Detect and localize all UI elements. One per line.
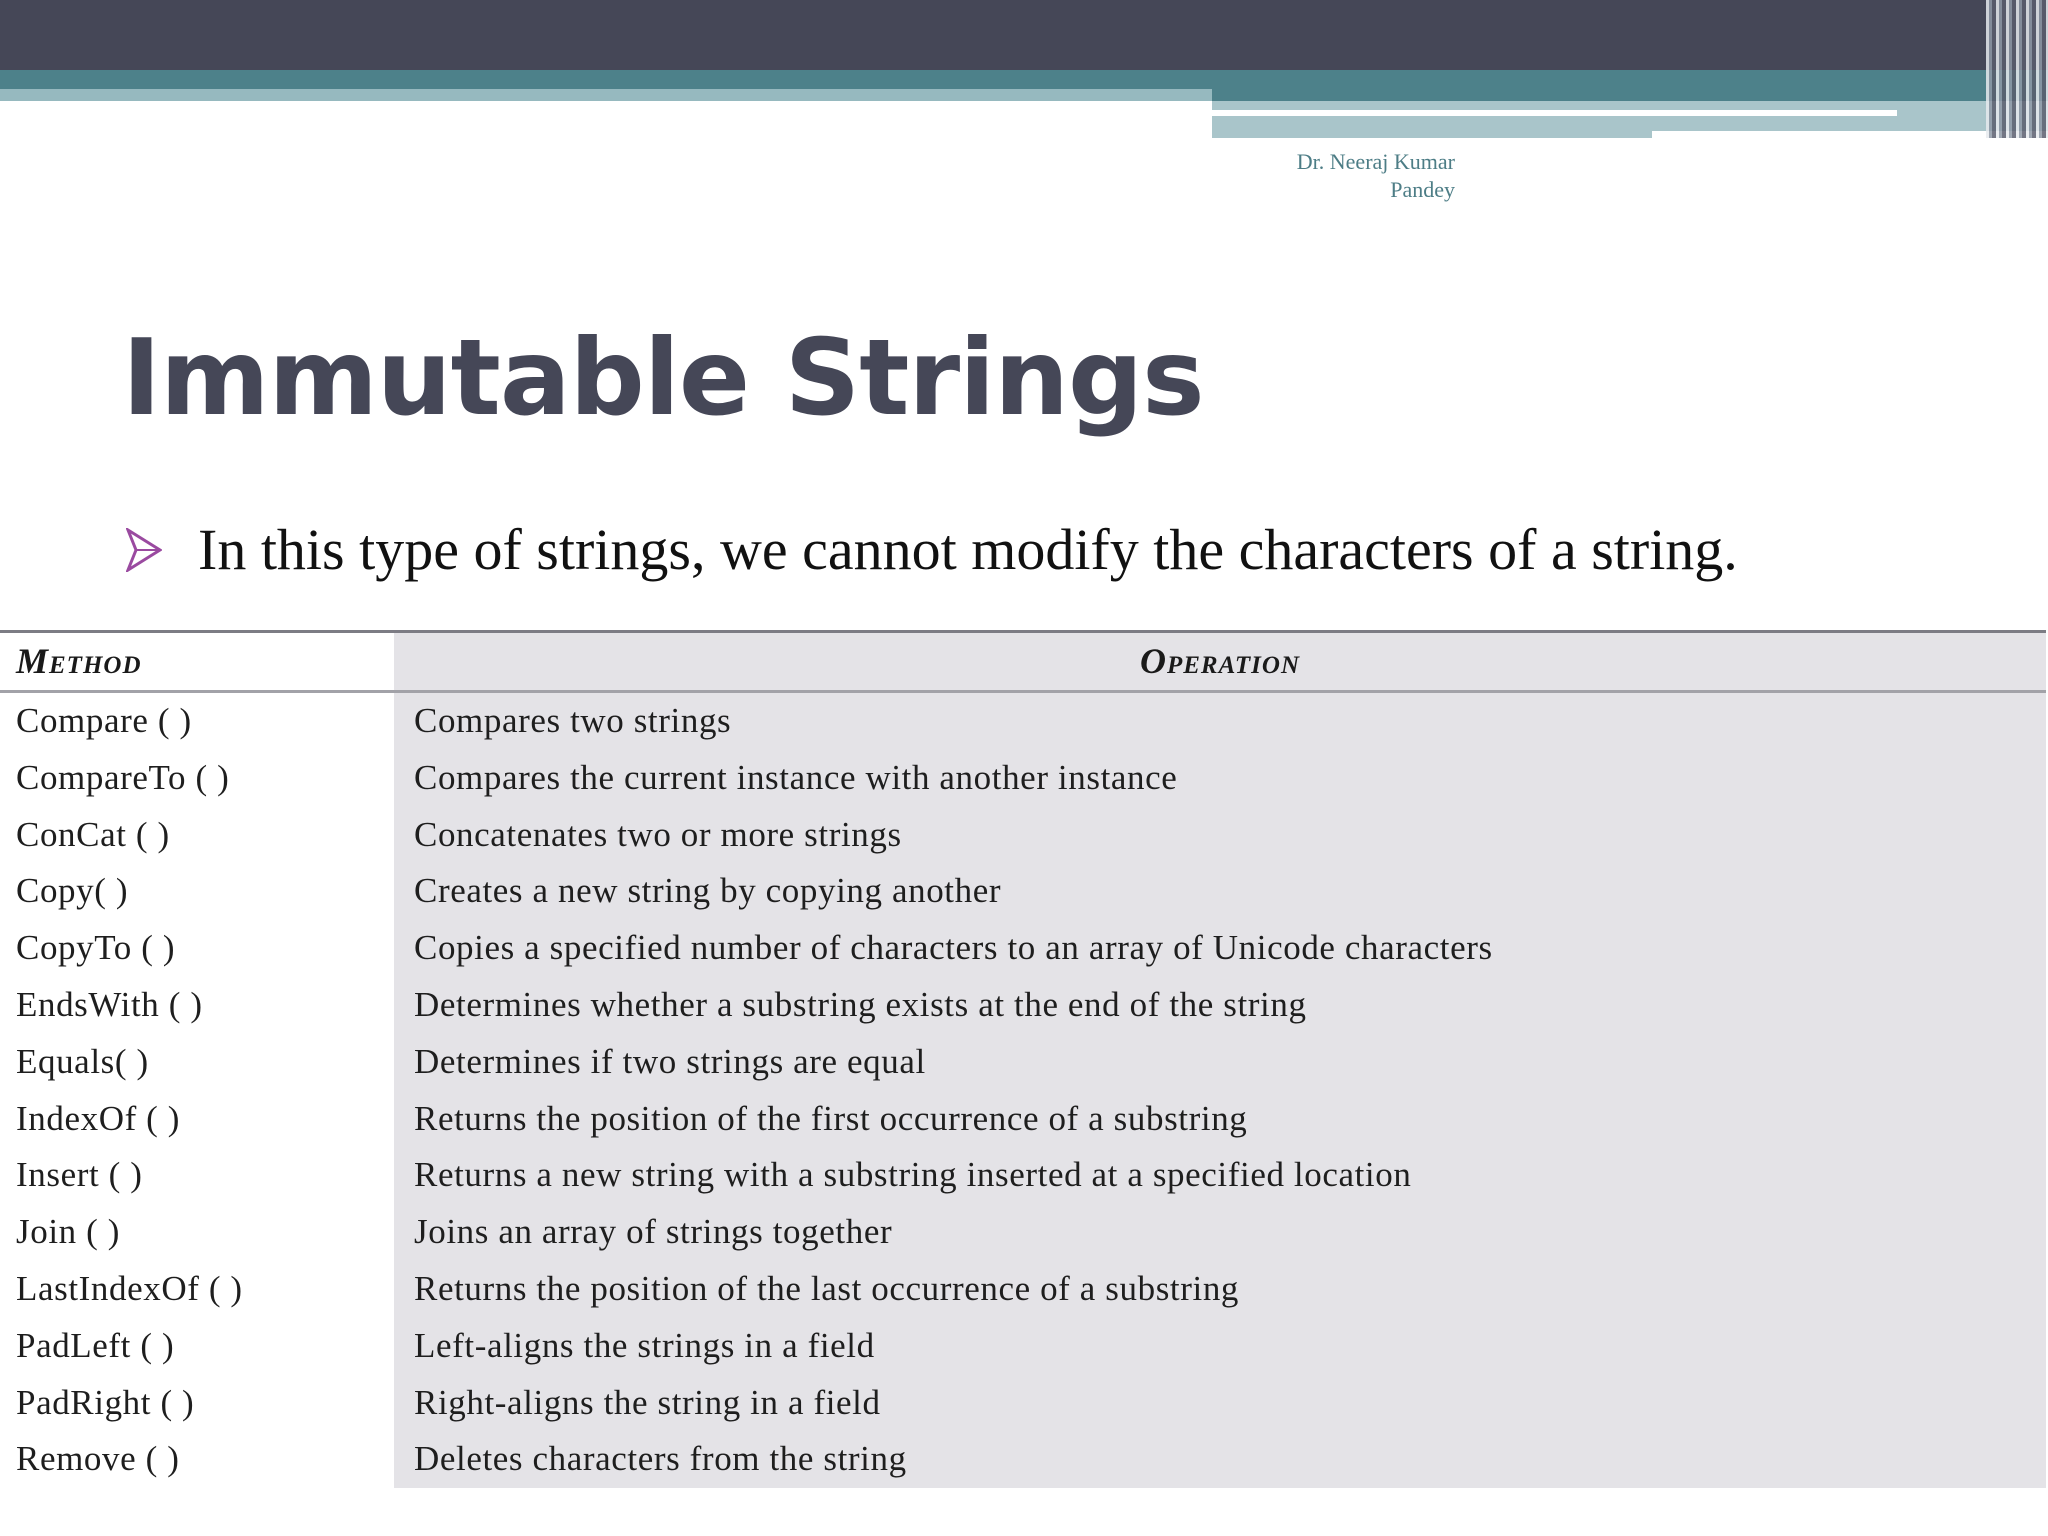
- method-cell: EndsWith ( ): [16, 984, 203, 1024]
- author-surname: Pandey: [1390, 177, 1455, 202]
- slide-title: Immutable Strings: [122, 317, 1204, 439]
- operation-cell: Compares two strings: [414, 701, 732, 740]
- table-row: [0, 1034, 2046, 1091]
- method-cell: LastIndexOf ( ): [16, 1268, 243, 1308]
- method-cell: Join ( ): [16, 1212, 120, 1252]
- author-name: Dr. Neeraj Kumar: [1296, 149, 1455, 174]
- operation-cell: Returns a new string with a substring inserted at a specified location: [414, 1155, 1412, 1195]
- method-cell: ConCat ( ): [16, 814, 170, 854]
- table-row: [0, 1318, 2046, 1375]
- method-cell: Remove ( ): [16, 1439, 180, 1479]
- banner-white-line: [1212, 110, 1897, 116]
- table-row: [0, 920, 2046, 977]
- operation-cell: Determines whether a substring exists at the end of the string: [414, 984, 1307, 1024]
- banner-vertical-stripes: [1986, 0, 2048, 138]
- bullet-text: In this type of strings, we cannot modify the characters of a string.: [198, 517, 1738, 582]
- operation-cell: Left-aligns the strings in a field: [414, 1325, 875, 1365]
- method-cell: CompareTo ( ): [16, 757, 230, 797]
- table-row: [0, 807, 2046, 864]
- operation-cell: Joins an array of strings together: [414, 1212, 893, 1252]
- author-credit: [1180, 148, 1455, 204]
- table-row: [0, 1147, 2046, 1204]
- bullet-point: [126, 510, 1738, 590]
- operation-cell: Creates a new string by copying another: [414, 871, 1002, 911]
- operation-cell: Right-aligns the string in a field: [414, 1382, 881, 1422]
- method-cell: Copy( ): [16, 871, 129, 911]
- table-body: [0, 693, 2046, 1488]
- method-cell: PadLeft ( ): [16, 1325, 175, 1365]
- string-methods-table: [0, 630, 2046, 1488]
- table-header-row: [0, 633, 2046, 693]
- operation-cell: Returns the position of the last occurrence of a substring: [414, 1268, 1240, 1308]
- table-row: [0, 977, 2046, 1034]
- table-row: [0, 693, 2046, 750]
- banner-stripe-teal-right: [1212, 89, 2048, 101]
- operation-cell: Returns the position of the first occurrence of a substring: [414, 1098, 1248, 1138]
- method-cell: PadRight ( ): [16, 1382, 195, 1422]
- header-operation: Operation: [1139, 641, 1301, 681]
- table-row: [0, 1261, 2046, 1318]
- banner-stripe-teal: [0, 70, 2048, 89]
- operation-cell: Copies a specified number of characters to an array of Unicode characters: [414, 928, 1493, 968]
- header-method: Method: [16, 641, 142, 681]
- banner-stripe-light-left: [0, 89, 1212, 101]
- top-banner: [0, 0, 2048, 70]
- table-row: [0, 1431, 2046, 1488]
- arrowhead-bullet-icon: [126, 528, 162, 572]
- operation-cell: Deletes characters from the string: [414, 1439, 907, 1479]
- operation-cell: Concatenates two or more strings: [414, 814, 902, 854]
- table-row: [0, 1091, 2046, 1148]
- method-cell: Compare ( ): [16, 701, 192, 740]
- operation-cell: Compares the current instance with another instance: [414, 757, 1178, 797]
- method-cell: Equals( ): [16, 1041, 149, 1081]
- table-row: [0, 863, 2046, 920]
- method-cell: CopyTo ( ): [16, 928, 176, 968]
- method-cell: Insert ( ): [16, 1155, 143, 1195]
- operation-cell: Determines if two strings are equal: [414, 1041, 926, 1081]
- method-cell: IndexOf ( ): [16, 1098, 181, 1138]
- table-row: [0, 1204, 2046, 1261]
- table-row: [0, 1375, 2046, 1432]
- table-row: [0, 750, 2046, 807]
